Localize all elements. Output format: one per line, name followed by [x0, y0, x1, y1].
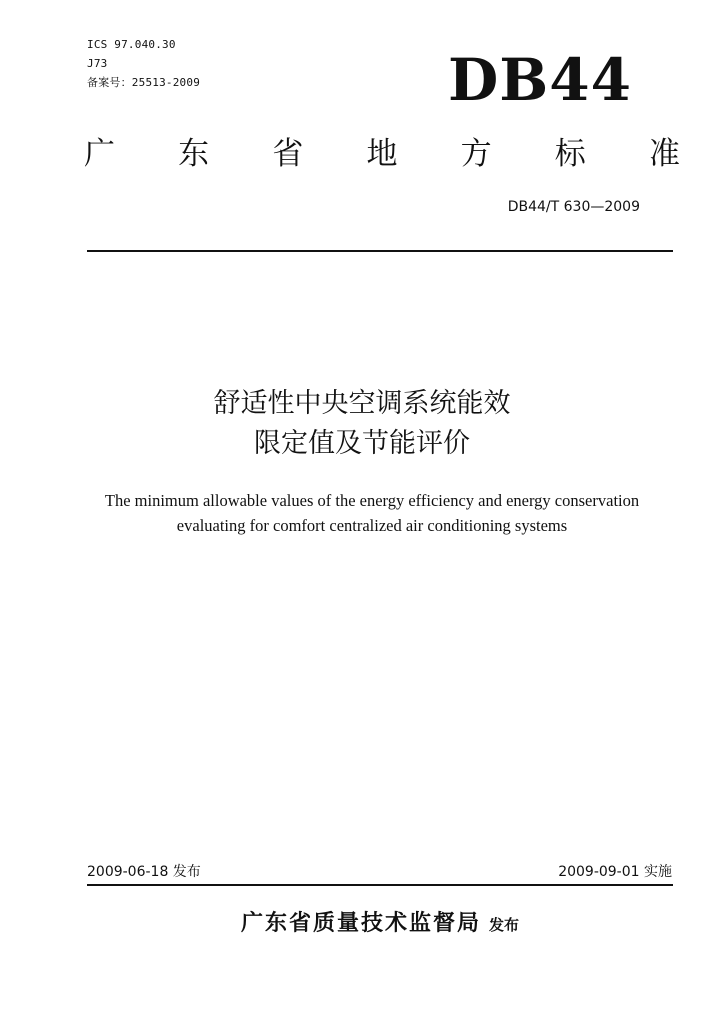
title-en-line1: The minimum allowable values of the energy efficiency and energy conservation [104, 491, 640, 510]
standard-type-heading [84, 132, 680, 176]
standard-type-char: 省 [272, 136, 304, 172]
standard-type-char: 广 [84, 136, 115, 172]
title-zh-line1: 舒适性中央空调系统能效 [213, 388, 511, 419]
title-zh-line2: 限定值及节能评价 [254, 428, 470, 459]
issuer-suffix: 发布 [489, 916, 520, 934]
standard-type-char: 地 [366, 136, 398, 172]
title-en-line2: evaluating for comfort centralized air conditioning systems [176, 516, 568, 535]
standard-type-char: 东 [178, 136, 210, 172]
standard-type-char: 方 [460, 136, 492, 172]
ics-code: ICS 97.040.30 [87, 38, 176, 51]
standard-number: DB44/T 630—2009 [507, 199, 640, 215]
standard-type-char: 标 [554, 136, 586, 172]
standard-type-char: 准 [648, 136, 680, 172]
db-code: DB44 [447, 46, 632, 114]
issuer-name: 广东省质量技术监督局 [240, 910, 481, 936]
record-number: 备案号：25513-2009 [87, 76, 201, 89]
top-divider [87, 250, 673, 252]
issuer-line [0, 908, 724, 940]
implementation-date: 2009-09-01 实施 [558, 864, 672, 880]
classification-code: J73 [87, 57, 108, 70]
bottom-divider [87, 884, 673, 886]
issue-date: 2009-06-18 发布 [87, 864, 201, 880]
